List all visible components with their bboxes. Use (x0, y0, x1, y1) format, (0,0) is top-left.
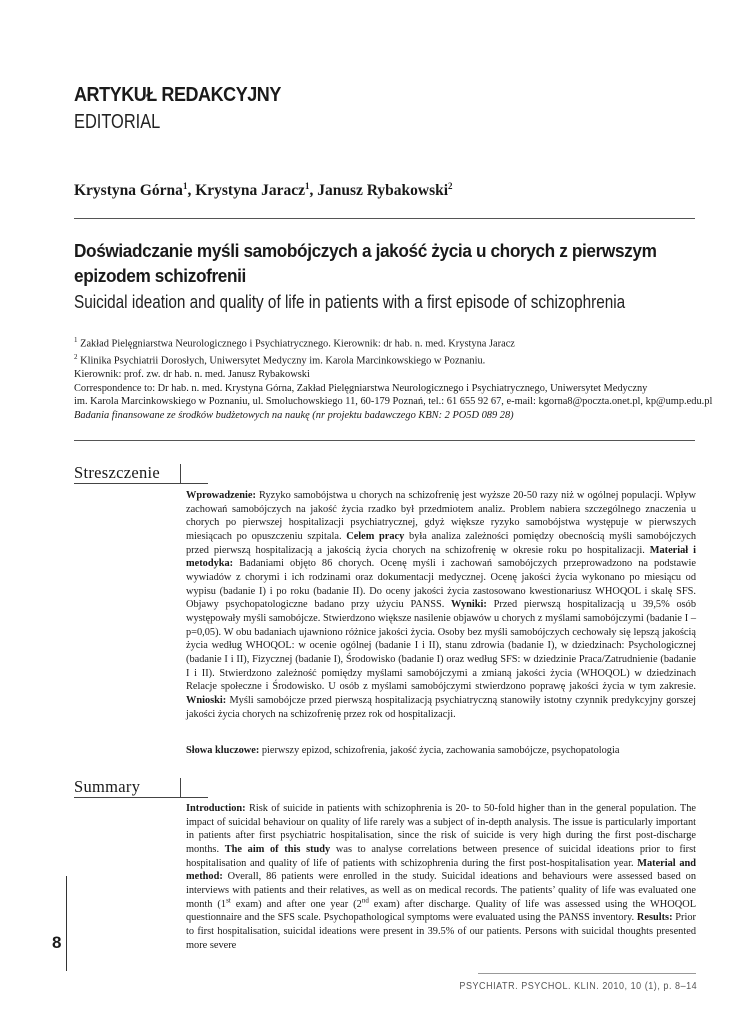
affiliation-1 (74, 334, 714, 351)
abstract-en-intro: Risk of suicide in patients with schizophrenia is 20- to 50-fold higher than in the general population. The impact of suicidal behaviour on quality of life rarely was a subject of in-depth analysis. The issue is particularly important in patients after first psychiatric hospitalisation, since the risk of suicide is very high during the first post-discharge months. (186, 803, 696, 855)
streszczenie-heading: Streszczenie (74, 463, 161, 482)
abstract-pl-conclusions: Myśli samobójcze przed pierwszą hospitalizacją psychiatryczną stanowiły istotny czynnik predykcyjny gorszej jakości życia chorych na schizofrenię przez rok od hospitalizacji. (186, 694, 696, 720)
affiliations (74, 334, 714, 423)
abstract-pl-results-label: Wyniki: (451, 599, 487, 611)
correspondence-line-1: Correspondence to: Dr hab. n. med. Krystyna Górna, Zakład Pielęgniarstwa Neurologicznego i Psychiatrycznego, Uniwersytet Medyczny (74, 382, 648, 394)
abstract-en-intro-label: Introduction: (186, 803, 246, 814)
streszczenie-rule-horizontal (74, 483, 208, 484)
author-1: Krystyna Górna (74, 182, 183, 200)
abstract-pl-aim: była analiza zależności pomiędzy obecnością myśli samobójczych przed pierwszą hospitalizacją a jakością życia chorych na schizofrenię w okresie roku po hospitalizacji. (186, 530, 697, 556)
author-2: , Krystyna Jaracz (187, 182, 305, 200)
article-title-polish (74, 238, 669, 288)
divider-middle (74, 440, 695, 441)
title-line-1: Doświadczanie myśli samobójczych a jakość życia u chorych z pierwszym (74, 240, 657, 261)
affiliation-1-sup: 1 (74, 336, 78, 344)
abstract-pl-aim-label: Celem pracy (346, 530, 405, 542)
divider-top (74, 218, 695, 219)
abstract-pl-intro: Ryzyko samobójstwa u chorych na schizofrenię jest wyższe 20-50 razy niż w ogólnej populacji. Wpływ zachowań samobójczych na jakość życia rzadko był przedmiotem analiz. Problem nabiera szczególnego znaczenia u chorych po pierwszej hospitalizacji psychiatrycznej, gdyż większe ryzyko samobójstwa występuje w pierwszych miesiącach po opuszczeniu szpitala. (186, 490, 696, 542)
article-title-english: Suicidal ideation and quality of life in patients with a first episode of schizophrenia (74, 292, 626, 312)
abstract-en-method-b: exam) and after one year (2 (230, 898, 362, 910)
page-margin-rule (66, 876, 67, 971)
journal-citation: PSYCHIATR. PSYCHOL. KLIN. 2010, 10 (1), p. 8–14 (459, 981, 697, 992)
section-label: ARTYKUŁ REDAKCYJNY (74, 84, 281, 106)
affiliation-2-text: Klinika Psychiatrii Dorosłych, Uniwersytet Medyczny im. Karola Marcinkowskiego w Poznaniu. (77, 355, 486, 367)
abstract-en-results-label: Results: (636, 912, 673, 924)
abstract-en-results: Prior to first hospitalisation, suicidal ideations were present in 39.5% of our patients. Persons with suicidal thoughts presented more severe (186, 912, 696, 951)
author-2-affiliation: 1 (304, 181, 310, 191)
summary-rule-vertical (180, 778, 181, 797)
abstract-en-aim-label: The aim of this study (224, 843, 331, 855)
affiliation-head: Kierownik: prof. zw. dr hab. n. med. Janusz Rybakowski (74, 369, 310, 381)
abstract-en-aim: was to analyse correlations between presence of suicidal ideations prior to first hospitalisation and quality of life of patients with schizophrenia during the first post-hospitalisation year. (186, 843, 696, 869)
correspondence-line-2: im. Karola Marcinkowskiego w Poznaniu, ul. Smoluchowskiego 11, 60-179 Poznań, tel.: 61 655 92 67, e-mail: kgorna8@poczta.onet.pl, kp@ump.edu.pl (74, 396, 713, 408)
page-number: 8 (52, 933, 62, 952)
section-label-english: EDITORIAL (74, 111, 161, 133)
author-3-affiliation: 2 (448, 181, 453, 191)
keywords-text: pierwszy epizod, schizofrenia, jakość życia, zachowania samobójcze, psychopatologia (259, 745, 620, 756)
author-1-affiliation: 1 (182, 181, 188, 191)
abstract-en-method-label: Material and method: (186, 857, 696, 883)
footer-rule (478, 973, 696, 974)
affiliation-1-text: Zakład Pielęgniarstwa Neurologicznego i Psychiatrycznego. Kierownik: dr hab. n. med. Krystyna Jaracz (77, 338, 515, 350)
funding-note: Badania finansowane ze środków budżetowych na naukę (nr projektu badawczego KBN: 2 PO5D 089 28) (74, 409, 514, 421)
abstract-polish (186, 489, 696, 721)
keywords-label: Słowa kluczowe: (186, 745, 260, 756)
abstract-en-method-a: Overall, 86 patients were enrolled in the study. Suicidal ideations and behaviours were assessed based on interviews with patients and their relatives, as well as on medical records. The patients’ quality of life was evaluated one month (1 (186, 871, 696, 910)
ordinal-second: nd (361, 896, 369, 905)
author-3: , Janusz Rybakowski (309, 182, 449, 200)
affiliation-2-sup: 2 (74, 353, 78, 362)
abstract-pl-method-label: Materiał i metodyka: (186, 544, 696, 570)
title-line-2: epizodem schizofrenii (74, 265, 246, 286)
abstract-pl-method: Badaniami objęto 86 chorych. Ocenę myśli i zachowań samobójczych przeprowadzono na podstawie wywiadów z chorymi i ich rodzinami oraz dokumentacji medycznej. Ocenę jakości życia wykonano po miesiącu od wypisu (badanie I) i po roku (badanie II). Do oceny jakości życia zastosowano kwestionariusz WHOQOL i skalę SFS. Objawy psychopatologiczne badano przy użyciu PANSS. (186, 558, 696, 611)
ordinal-first: st (226, 896, 231, 905)
abstract-pl-results: Przed pierwszą hospitalizacją u 39,5% osób występowały myśli samobójcze. Stwierdzono większe nasilenie objawów u chorych z myślami samobójczymi (badanie I – p=0,05). W obu badaniach ujawniono różnice jakości życia. Osoby bez myśli samobójczych cechowały się lepszą jakością życia według WHOQOL: w ocenie ogólnej (badanie I i II), stanu zdrowia (badanie I), w dziedzinach: Psychologicznej (badanie I i II), Fizycznej (badanie I), Środowisko (badanie I) oraz według SFS: w dziedzinie Praca/Zatrudnienie (badanie I i II). Stwierdzono zależność pomiędzy myślami samobójczymi a zmianą jakości życia (WHOQOL) w dziedzinach Relacje społeczne i Środowisko. U osób z myślami samobójczymi stwierdzono poprawę jakości życia w tym zakresie. (186, 599, 696, 693)
keywords (186, 745, 619, 756)
summary-heading: Summary (74, 777, 141, 796)
summary-rule-horizontal (74, 797, 208, 798)
abstract-en-method-c: exam) after discharge. Quality of life was assessed using the WHOQOL questionnaire and the SFS scale. Psychopathological symptoms were evaluated using the PANSS inventory. (186, 898, 697, 924)
streszczenie-rule-vertical (180, 464, 181, 483)
abstract-pl-conclusions-label: Wnioski: (186, 694, 227, 706)
author-list (74, 181, 453, 200)
abstract-english (186, 802, 697, 951)
affiliation-2 (74, 351, 714, 368)
abstract-pl-intro-label: Wprowadzenie: (186, 490, 256, 501)
